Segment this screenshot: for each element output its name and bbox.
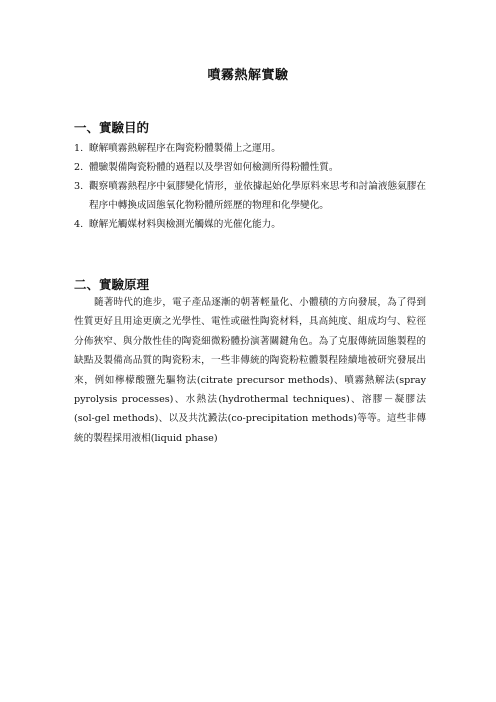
objectives-list xyxy=(74,139,426,234)
principles-paragraph: 隨著時代的進步，電子產品逐漸的朝著輕量化、小體積的方向發展，為了得到性質更好且用途更廣之光學性、電性或磁性陶瓷材料，具高純度、組成均勻、粒徑分佈狹窄、與分散性佳的陶瓷細微粉體扮演著關鍵角色。為了克服傳統固態製程的缺點及製備高品質的陶瓷粉末，一些非傳統的陶瓷粉粒體製程陸續地被研究發展出來，例如檸檬酸鹽先驅物法(citrate precursor methods)、噴霧熱解法(spray pyrolysis processes)、水熱法(hydrothermal techniques)、溶膠－凝膠法(sol-gel methods)、以及共沈澱法(co-precipitation methods)等等。這些非傳統的製程採用液相(liquid phase) xyxy=(74,297,426,444)
list-item xyxy=(74,215,426,234)
list-item-text: 觀察噴霧熱程序中氣膠變化情形，並依據起始化學原料來思考和討論液態氣膠在程序中轉換成固態氧化物粉體所經歷的物理和化學變化。 xyxy=(89,181,426,211)
list-item xyxy=(74,177,426,215)
list-item-number: 3. xyxy=(74,181,84,192)
list-item-number: 2. xyxy=(74,162,84,173)
list-item-number: 1. xyxy=(74,143,84,154)
list-item xyxy=(74,139,426,158)
list-item-number: 4. xyxy=(74,219,84,230)
list-item xyxy=(74,158,426,177)
list-item-text: 瞭解噴霧熱解程序在陶瓷粉體製備上之運用。 xyxy=(89,143,281,154)
section-heading-objectives: 一、實驗目的 xyxy=(74,120,150,135)
section-heading-principles: 二、實驗原理 xyxy=(74,277,150,292)
document-title: 噴霧熱解實驗 xyxy=(207,68,289,83)
list-item-text: 瞭解光觸媒材料與檢測光觸媒的光催化能力。 xyxy=(89,219,281,230)
list-item-text: 體驗製備陶瓷粉體的過程以及學習如何檢測所得粉體性質。 xyxy=(89,162,339,173)
